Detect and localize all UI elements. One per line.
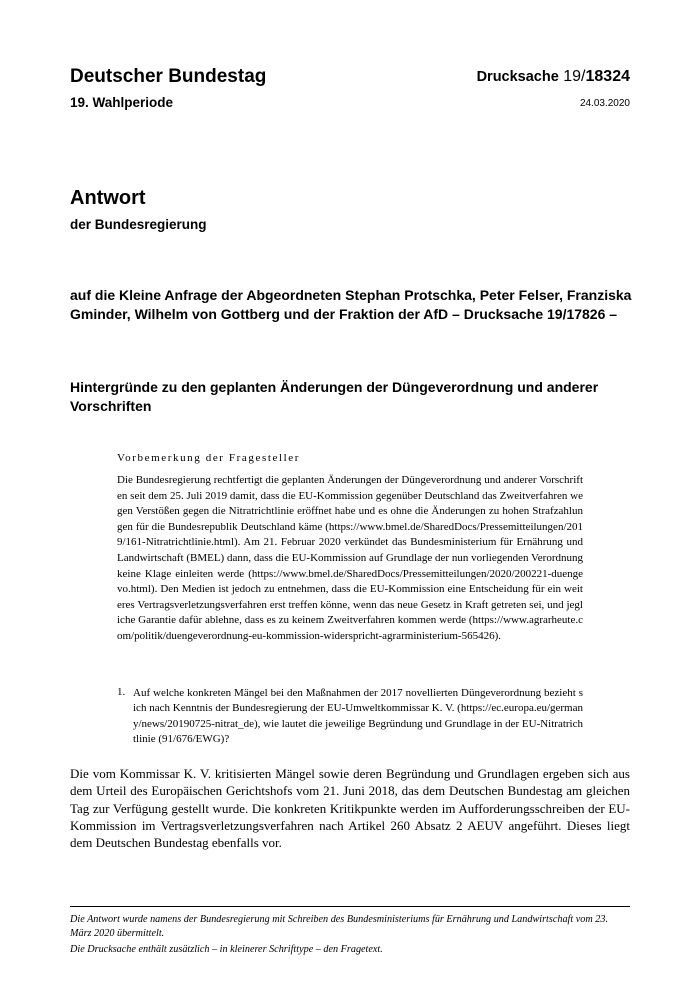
inquiry-topic: Hintergründe zu den geplanten Änderungen der Düngeverordnung und anderer Vorschriften [70, 379, 599, 414]
preliminary-heading: Vorbemerkung der Fragesteller [117, 452, 301, 464]
answer-text: Die vom Kommissar K. V. kritisierten Mängel sowie deren Begründung und Grundlagen ergeben sich aus dem Urteil des Europäischen Gerichtshofs vom 21. Juni 2018, das dem Deutschen Bundestag am gleichen Tag zur Verfügung gestellt wurde. Die konkreten Kritikpunkte werden im Aufforderungsschreiben der EU-Kommission im Vertragsverletzungsverfahren nach Artikel 260 Absatz 2 AEUV angeführt. Dieses liegt dem Deutschen Bundestag ebenfalls vor. [70, 766, 630, 851]
drucksache-number [477, 68, 630, 86]
inquiry-reference: auf die Kleine Anfrage der Abgeordneten Stephan Protschka, Peter Felser, Franziska Gminder, Wilhelm von Gottberg und der Fraktion der AfD – Drucksache 19/17826 – [70, 287, 632, 322]
footer-note-questions: Die Drucksache enthält zusätzlich – in kleinerer Schrifttype – den Fragetext. [70, 944, 383, 955]
organization-name: Deutscher Bundestag [70, 66, 267, 87]
preliminary-text: Die Bundesregierung rechtfertigt die geplanten Änderungen der Düngeverordnung und anderer Vorschriften seit dem 25. Juli 2019 damit, dass die EU-Kommission gegenüber Deutschland das Zweitverfahren wegen Verstößen gegen die Nitratrichtlinie eröffnet habe und es ohne die Änderungen zu hohen Strafzahlungen für die Bundesrepublik Deutschland käme (https://www.bmel.de/SharedDocs/Pressemitteilungen/2019/161-Nitratrichtlinie.html). Am 21. Februar 2020 verkündet das Bundesministerium für Ernährung und Landwirtschaft (BMEL) dann, dass die EU-Kommission auf Grundlage der nun vorliegenden Verordnung keine Klage einleiten werde (https://www.bmel.de/SharedDocs/Pressemitteilungen/2020/200221-duengevo.html). Den Medien ist jedoch zu entnehmen, dass die EU-Kommission eine Entscheidung für ein weiteres Vertragsverletzungsverfahren erst treffen könne, wenn das neue Gesetz in Kraft getreten sei, und jegliche Garantie dafür ablehne, dass es zu keinem Zweitverfahren kommen werde (https://www.agrarheute.com/politik/duengeverordnung-eu-kommission-widerspricht-agrarministerium-565426). [117, 474, 583, 642]
footer-divider [70, 906, 630, 907]
question-number: 1. [117, 686, 126, 698]
footer-note-transmission: Die Antwort wurde namens der Bundesregierung mit Schreiben des Bundesministeriums für Ernährung und Landwirtschaft vom 23. März 2020 übermittelt. [70, 914, 609, 939]
drucksache-label: Drucksache [476, 69, 559, 85]
drucksache-number-prefix: 19/ [563, 68, 586, 85]
question-text: Auf welche konkreten Mängel bei den Maßnahmen der 2017 novellierten Düngeverordnung bezieht sich nach Kenntnis der Bundesregierung der EU-Umweltkommissar K. V. (https://ec.europa.eu/germany/news/20190725-nitrat_de), wie lautet die jeweilige Begründung und Grundlage in der EU-Nitratrichtlinie (91/676/EWG)? [133, 687, 583, 746]
legislative-period: 19. Wahlperiode [70, 95, 174, 110]
drucksache-number-value: 18324 [585, 68, 630, 85]
document-title: Antwort [70, 187, 146, 209]
document-subtitle: der Bundesregierung [70, 217, 207, 232]
document-date: 24.03.2020 [579, 98, 630, 109]
